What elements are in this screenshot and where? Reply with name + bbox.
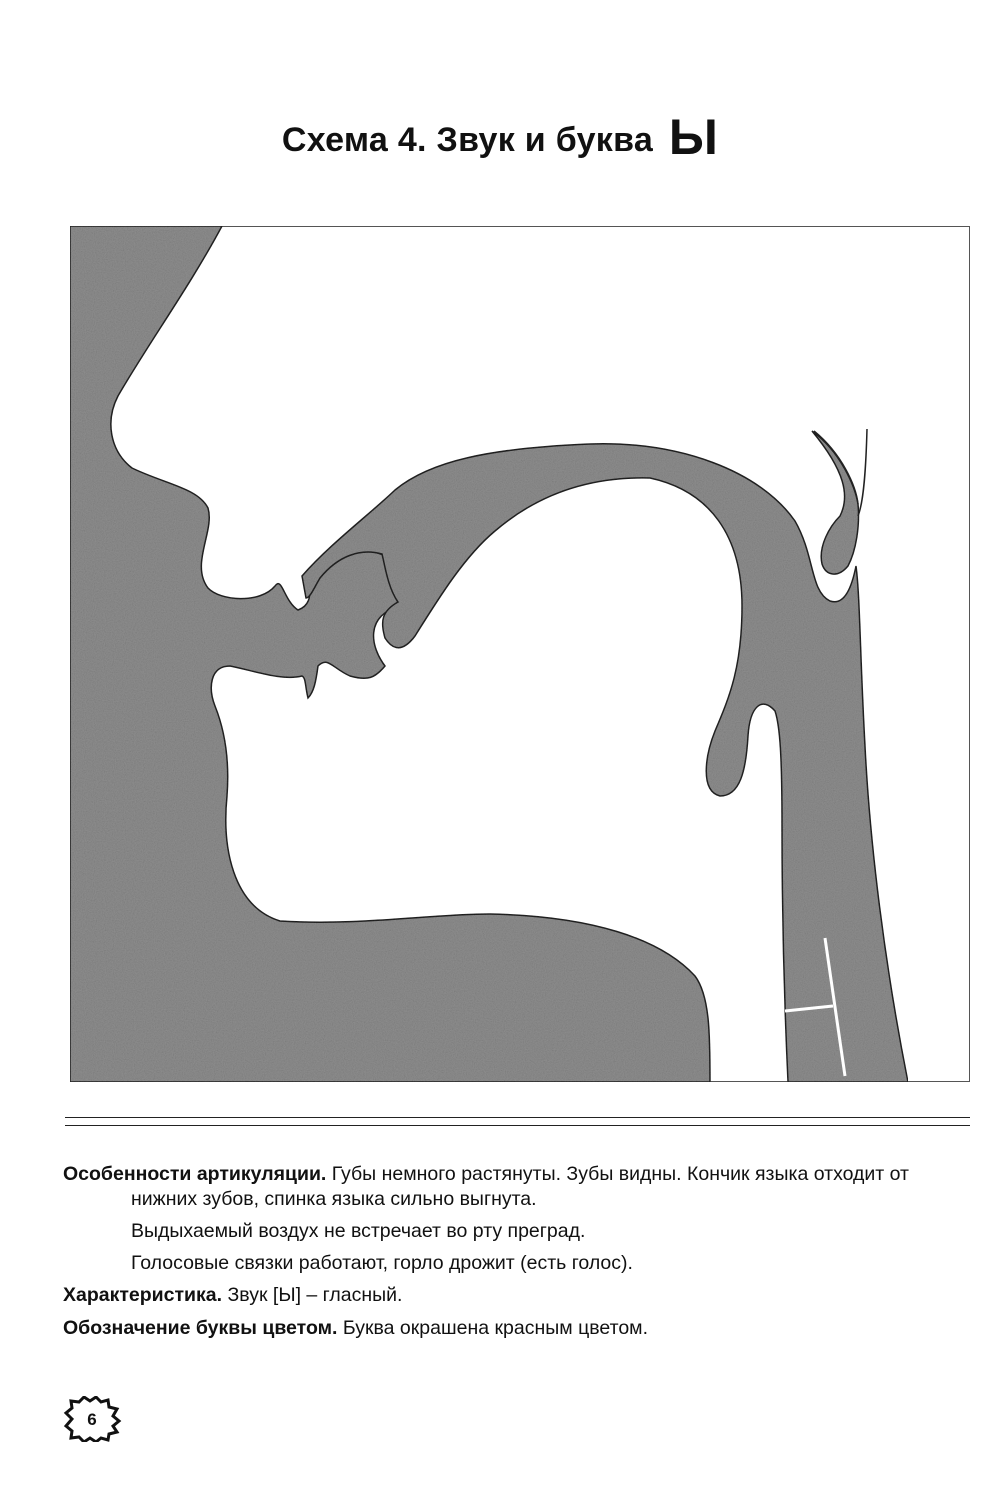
color-text: Буква окрашена красным цветом.: [342, 1317, 648, 1339]
characteristic-text: Звук [Ы] – гласный.: [227, 1284, 403, 1306]
description: [63, 1162, 973, 1349]
divider-top: [65, 1117, 970, 1118]
articulation-label: Особенности артикуляции.: [63, 1163, 327, 1185]
articulation-text: Губы немного растянуты. Зубы видны. Кончик языка отходит от нижних зубов, спинка языка сильно выгнута.: [131, 1163, 909, 1210]
characteristic-paragraph: [63, 1283, 973, 1308]
articulation-paragraph: [63, 1162, 973, 1212]
page-number-badge-svg: [62, 1396, 122, 1442]
articulation-line-2: Выдыхаемый воздух не встречает во рту преград.: [131, 1220, 586, 1242]
color-paragraph: [63, 1316, 973, 1341]
page-number: 6: [87, 1410, 97, 1429]
page-number-badge: [62, 1396, 122, 1442]
page-title: [0, 108, 1000, 166]
characteristic-label: Характеристика.: [63, 1284, 223, 1306]
divider-bottom: [65, 1125, 970, 1126]
title-letter: Ы: [668, 109, 719, 165]
color-label: Обозначение буквы цветом.: [63, 1317, 338, 1339]
articulation-diagram-svg: [70, 226, 970, 1082]
title-text: Схема 4. Звук и буква: [281, 121, 654, 159]
articulation-diagram: [70, 226, 970, 1082]
articulation-line-3: Голосовые связки работают, горло дрожит (есть голос).: [131, 1252, 633, 1274]
